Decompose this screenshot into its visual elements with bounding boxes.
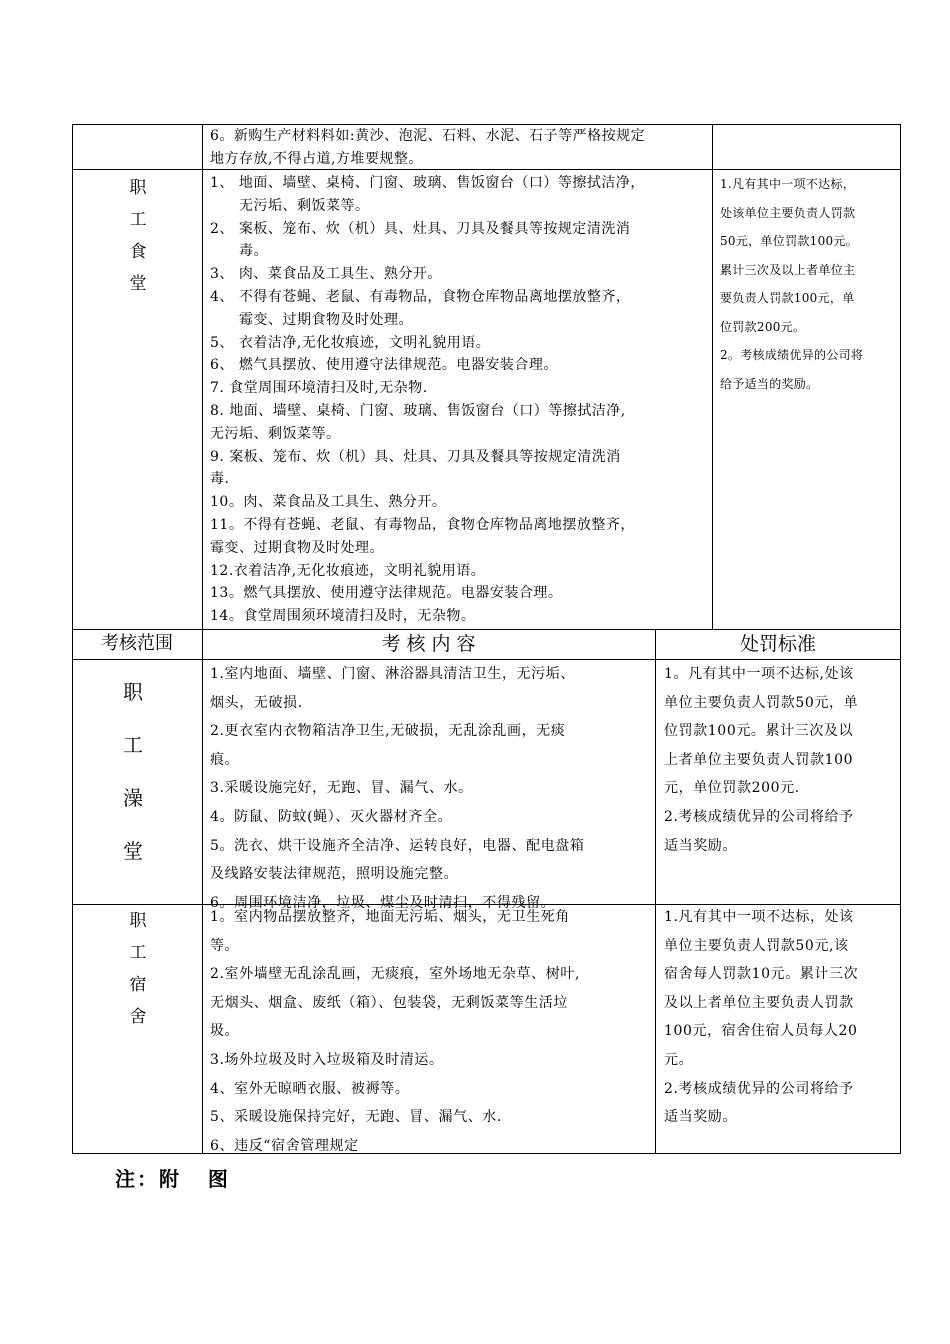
bottom-table-col-divider-2 [655,629,656,1154]
canteen-line: 2、 案板、笼布、炊（机）具、灶具、刀具及餐具等按规定清洗消 [210,220,631,237]
dormitory-line: 4、室外无晾晒衣服、被褥等。 [210,1080,410,1097]
bathroom-penalty-line: 元，单位罚款200元. [664,780,800,797]
dormitory-content [210,903,580,1160]
bathroom-penalty [664,660,858,860]
dormitory-line: 圾。 [210,1023,240,1040]
canteen-label-char: 职 [129,178,147,198]
dormitory-line: 2.室外墙壁无乱涂乱画，无痰痕，室外场地无杂草、树叶, [210,966,581,983]
top-table-col-divider-1 [202,124,203,630]
canteen-line: 11。不得有苍蝇、老鼠、有毒物品，食物仓库物品离地摆放整齐， [210,516,635,533]
dormitory-label-char: 工 [129,943,147,963]
canteen-line: 无污垢、剩饭菜等。 [210,425,341,442]
dormitory-penalty-line: 1.凡有其中一项不达标，处该 [664,909,854,925]
bathroom-label-char: 澡 [123,786,143,810]
footnote: 注：附 图 [115,1167,230,1191]
bathroom-penalty-line: 1。凡有其中一项不达标,处该 [664,666,854,682]
bathroom-label-char: 工 [123,733,143,757]
canteen-label-char: 堂 [129,274,147,294]
bathroom-line: 痕。 [210,751,240,768]
top-table-col-divider-2 [712,124,713,630]
bathroom-line: 6。周围环境洁净，垃圾、煤尘及时清扫，不得残留。 [210,894,556,911]
canteen-penalty-line: 累计三次及以上者单位主 [720,262,856,277]
bathroom-line: 2.更衣室内衣物箱洁净卫生,无破损，无乱涂乱画，无痰 [210,723,566,740]
dormitory-penalty-line: 单位主要负责人罚款50元,该 [664,937,849,954]
canteen-label-char: 工 [129,210,147,230]
canteen-line: 4、 不得有苍蝇、老鼠、有毒物品，食物仓库物品离地摆放整齐， [210,288,631,305]
canteen-line: 毒. [210,471,230,488]
canteen-penalty-line: 50元，单位罚款100元。 [720,234,859,248]
bathroom-penalty-line: 适当奖励。 [664,837,737,854]
bathroom-line: 1.室内地面、墙壁、门窗、淋浴器具清洁卫生，无污垢、 [210,666,575,682]
dormitory-penalty-line: 元。 [664,1051,694,1068]
canteen-penalty-line: 要负责人罚款100元，单 [720,291,855,305]
canteen-line: 3、 肉、菜食品及工具生、熟分开。 [210,266,442,283]
canteen-line: 7. 食堂周围环境清扫及时,无杂物. [210,380,428,397]
canteen-line: 霉变、过期食物及时处理。 [239,311,413,328]
continuation-line-1: 6。新购生产材料料如:黄沙、泡泥、石料、水泥、石子等严格按规定 [210,128,646,144]
canteen-line: 6、 燃气具摆放、使用遵守法律规范。电器安装合理。 [210,357,558,374]
canteen-penalty-line: 给予适当的奖励。 [720,376,819,391]
canteen-content [210,172,645,628]
dormitory-line: 1。室内物品摆放整齐，地面无污垢、烟头，无卫生死角 [210,909,570,925]
dormitory-label-char: 职 [129,911,147,931]
bathroom-label [113,666,153,878]
dormitory-penalty-line: 100元，宿舍住宿人员每人20 [664,1023,858,1040]
canteen-penalty-line: 1.凡有其中一项不达标， [720,177,856,191]
canteen-line: 1、 地面、墙壁、桌椅、门窗、玻璃、售饭窗台（口）等擦拭洁净， [210,175,645,191]
dormitory-line: 等。 [210,937,240,954]
continuation-line-2: 地方存放,不得占道,方堆要规整。 [210,150,423,167]
canteen-line: 8. 地面、墙壁、桌椅、门窗、玻璃、售饭窗台（口）等擦拭洁净, [210,402,626,419]
bathroom-label-char: 职 [123,680,143,704]
bathroom-penalty-line: 2.考核成绩优异的公司将给予 [664,808,854,825]
bathroom-line: 及线路安装法律规范，照明设施完整。 [210,866,459,883]
canteen-line: 14。食堂周围须环境清扫及时，无杂物。 [210,608,476,625]
canteen-penalty-line: 处该单位主要负责人罚款 [720,205,856,220]
bottom-table-col-divider-1 [202,629,203,1154]
header-content: 考 核 内 容 [381,633,476,655]
dormitory-label [118,905,158,1033]
canteen-line: 毒。 [239,243,268,260]
canteen-line: 无污垢、剩饭菜等。 [239,197,370,214]
canteen-penalty [720,170,863,398]
bathroom-penalty-line: 位罚款100元。累计三次及以 [664,723,854,740]
dormitory-penalty-line: 2.考核成绩优异的公司将给予 [664,1080,854,1097]
canteen-line: 5、 衣着洁净,无化妆痕迹，文明礼貌用语。 [210,334,491,351]
bathroom-penalty-line: 单位主要负责人罚款50元，单 [664,694,859,711]
bathroom-penalty-line: 上者单位主要负责人罚款100 [664,751,854,768]
bathroom-line: 5。洗衣、烘干设施齐全洁净、运转良好，电器、配电盘箱 [210,837,585,854]
bathroom-content [210,660,585,917]
dormitory-penalty-line: 及以上者单位主要负责人罚款 [664,994,854,1011]
bathroom-line: 烟头，无破损. [210,694,303,711]
dormitory-line: 6、违反“宿舍管理规定 [210,1137,359,1154]
canteen-penalty-line: 位罚款200元。 [720,319,806,334]
canteen-line: 13。燃气具摆放、使用遵守法律规范。电器安装合理。 [210,585,563,602]
continuation-content [210,125,645,171]
dormitory-penalty [664,903,858,1132]
canteen-penalty-line: 2。考核成绩优异的公司将 [720,348,864,362]
canteen-line: 10。肉、菜食品及工具生、熟分开。 [210,494,447,511]
header-scope: 考核范围 [101,633,173,654]
canteen-label [118,172,158,300]
dormitory-label-char: 舍 [129,1007,147,1027]
canteen-line: 霉变、过期食物及时处理。 [210,539,384,556]
dormitory-penalty-line: 宿舍每人罚款10元。累计三次 [664,966,859,983]
bathroom-line: 4。防鼠、防蚊(蝇）、灭火器材齐全。 [210,808,453,825]
header-penalty: 处罚标准 [739,633,816,655]
dormitory-penalty-line: 适当奖励。 [664,1109,737,1126]
dormitory-line: 3.场外垃圾及时入垃圾箱及时清运。 [210,1051,444,1068]
canteen-line: 12.衣着洁净,无化妆痕迹，文明礼貌用语。 [210,562,486,579]
canteen-label-char: 食 [129,242,147,262]
bathroom-line: 3.采暖设施完好，无跑、冒、漏气、水。 [210,780,473,797]
dormitory-label-char: 宿 [129,975,147,995]
canteen-line: 9. 案板、笼布、炊（机）具、灶具、刀具及餐具等按规定清洗消 [210,448,621,465]
bathroom-label-char: 堂 [123,839,143,863]
dormitory-line: 无烟头、烟盒、废纸（箱）、包装袋，无剩饭菜等生活垃 [210,994,568,1011]
dormitory-line: 5、采暖设施保持完好，无跑、冒、漏气、水. [210,1109,502,1126]
